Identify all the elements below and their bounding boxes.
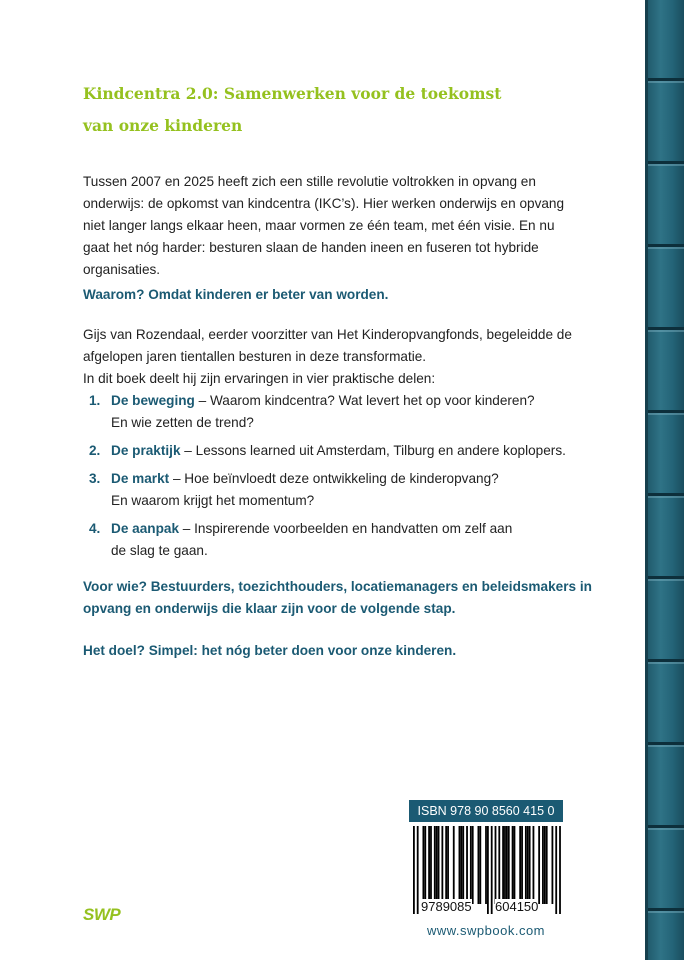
barcode-bar — [487, 826, 489, 914]
text-line: Voor wie? Bestuurders, toezichthouders, locatiemanagers en beleidsmakers in — [83, 579, 592, 594]
isbn-label: ISBN 978 90 8560 415 0 — [409, 800, 563, 822]
list-number: 1. — [89, 393, 101, 408]
title-line: van onze kinderen — [83, 116, 243, 135]
barcode-bar — [504, 826, 506, 904]
barcode-bar — [491, 826, 493, 914]
part-text: En waarom krijgt het momentum? — [111, 493, 315, 508]
list-item — [89, 518, 629, 562]
barcode-bar — [519, 826, 521, 904]
barcode-bar — [424, 826, 426, 904]
barcode-bar — [512, 826, 514, 904]
part-name: De beweging — [111, 393, 195, 408]
barcode-bar — [495, 826, 497, 904]
barcode-bar — [459, 826, 461, 904]
barcode-bar — [438, 826, 440, 904]
barcode-bar — [527, 826, 529, 904]
parts-list — [89, 390, 629, 568]
barcode-bar — [559, 826, 561, 914]
part-name: De praktijk — [111, 443, 181, 458]
barcode-bar — [470, 826, 472, 904]
title-line: Kindcentra 2.0: Samenwerken voor de toekomst — [83, 84, 502, 103]
list-number: 2. — [89, 443, 101, 458]
barcode-bar — [441, 826, 443, 904]
barcode-bar — [417, 826, 419, 914]
text-line: Tussen 2007 en 2025 heeft zich een stille revolutie voltrokken in opvang en — [83, 174, 536, 189]
barcode-bar — [525, 826, 527, 904]
part-text: – Hoe beïnvloedt deze ontwikkeling de kinderopvang? — [169, 471, 499, 486]
barcode-bar — [428, 826, 430, 904]
barcode-bar — [485, 826, 487, 904]
book-title — [83, 78, 623, 142]
why-statement: Waarom? Omdat kinderen er beter van worden. — [83, 287, 389, 302]
barcode-bar — [462, 826, 464, 904]
barcode-bar — [422, 826, 424, 904]
barcode-bar — [445, 826, 447, 904]
barcode-bar — [466, 826, 468, 904]
barcode-bar — [506, 826, 508, 904]
list-item — [89, 440, 629, 462]
barcode-bar — [502, 826, 504, 904]
audience-statement — [83, 576, 623, 620]
barcode-bar — [552, 826, 554, 904]
barcode-bar — [434, 826, 436, 904]
part-text: En wie zetten de trend? — [111, 415, 254, 430]
barcode-bar — [472, 826, 474, 904]
barcode-bar — [533, 826, 535, 904]
barcode-bar — [538, 826, 540, 904]
goal-statement: Het doel? Simpel: het nóg beter doen voor onze kinderen. — [83, 643, 457, 658]
barcode-bar — [413, 826, 415, 914]
barcode-bar — [447, 826, 449, 904]
list-number: 4. — [89, 521, 101, 536]
barcode-bar — [546, 826, 548, 904]
part-text: – Lessons learned uit Amsterdam, Tilburg en andere koplopers. — [180, 443, 566, 458]
barcode-bar — [479, 826, 481, 904]
barcode-bar — [508, 826, 510, 904]
barcode-bar — [453, 826, 455, 904]
text-line: afgelopen jaren tientallen besturen in deze transformatie. — [83, 349, 427, 364]
part-text: de slag te gaan. — [111, 543, 208, 558]
text-line: Gijs van Rozendaal, eerder voorzitter van Het Kinderopvangfonds, begeleidde de — [83, 327, 572, 342]
barcode-bar — [555, 826, 557, 914]
barcode-bar — [544, 826, 546, 904]
text-line: gaat het nóg harder: besturen slaan de handen ineen en fuseren tot hybride — [83, 240, 539, 255]
author-paragraph — [83, 324, 623, 390]
list-number: 3. — [89, 471, 101, 486]
barcode-bar — [430, 826, 432, 904]
barcode-bar — [436, 826, 438, 904]
barcode-bar — [542, 826, 544, 904]
barcode-digits-left: 9789085 — [421, 899, 472, 914]
barcode-bar — [514, 826, 516, 904]
text-line: organisaties. — [83, 262, 161, 277]
barcode-bar — [460, 826, 462, 904]
wood-edge — [645, 0, 648, 960]
barcode-bar — [498, 826, 500, 904]
list-item — [89, 468, 629, 512]
website-link[interactable]: www.swpbook.com — [426, 923, 546, 938]
text-line: onderwijs: de opkomst van kindcentra (IKC’s). Hier werken onderwijs en opvang — [83, 196, 565, 211]
part-name: De aanpak — [111, 521, 180, 536]
barcode-bar — [521, 826, 523, 904]
list-item — [89, 390, 629, 434]
barcode-bar — [529, 826, 531, 904]
part-text: – Inspirerende voorbeelden en handvatten om zelf aan — [179, 521, 513, 536]
barcode-bar — [478, 826, 480, 904]
wood-panel-decoration — [645, 0, 684, 960]
text-line: opvang en onderwijs die klaar zijn voor de volgende stap. — [83, 601, 456, 616]
barcode-digits-right: 604150 — [495, 899, 539, 914]
publisher-logo: SWP — [83, 905, 121, 924]
part-text: – Waarom kindcentra? Wat levert het op voor kinderen? — [194, 393, 535, 408]
text-line: niet langer langs elkaar heen, maar vormen ze één team, met één visie. En nu — [83, 218, 555, 233]
text-line: In dit boek deelt hij zijn ervaringen in vier praktische delen: — [83, 371, 436, 386]
intro-paragraph — [83, 171, 623, 281]
part-name: De markt — [111, 471, 170, 486]
